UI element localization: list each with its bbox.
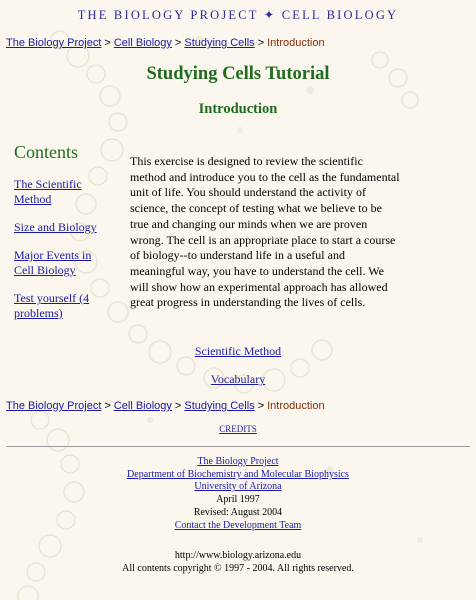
contents-link-scientific-method[interactable]: The Scientific Method <box>14 177 82 206</box>
footer-university-link[interactable]: University of Arizona <box>194 481 282 493</box>
breadcrumb-separator: > <box>174 37 182 49</box>
breadcrumb-current: Introduction <box>267 37 325 49</box>
footer-date: April 1997 <box>216 494 260 506</box>
footer-url: http://www.biology.arizona.edu <box>174 550 302 562</box>
vocabulary-link[interactable]: Vocabulary <box>210 372 266 386</box>
scientific-method-row <box>0 344 476 359</box>
breadcrumb-biology-project[interactable]: The Biology Project <box>6 37 102 49</box>
scientific-method-link[interactable]: Scientific Method <box>194 344 282 358</box>
breadcrumb <box>6 37 325 49</box>
breadcrumb-separator: > <box>174 400 182 412</box>
breadcrumb-biology-project[interactable]: The Biology Project <box>6 400 102 412</box>
footer-revised: Revised: August 2004 <box>193 506 283 518</box>
footer-copyright: All contents copyright © 1997 - 2004. All rights reserved. <box>122 562 354 574</box>
footer-divider <box>6 446 470 447</box>
breadcrumb-separator: > <box>104 400 111 412</box>
page-title: Studying Cells Tutorial <box>146 64 330 84</box>
contents-link-size-and-biology[interactable]: Size and Biology <box>14 220 97 234</box>
footer <box>0 456 476 576</box>
contents-heading: Contents <box>14 142 79 162</box>
site-banner: THE BIOLOGY PROJECT ✦ CELL BIOLOGY <box>77 8 399 22</box>
breadcrumb-studying-cells[interactable]: Studying Cells <box>184 37 255 49</box>
footer-department-link[interactable]: Department of Biochemistry and Molecular Biophysics <box>127 468 349 480</box>
contents-list <box>14 177 114 334</box>
credits-row <box>0 424 476 434</box>
footer-contact-link[interactable]: Contact the Development Team <box>174 519 302 531</box>
contents-link-test-yourself[interactable]: Test yourself (4 problems) <box>14 291 90 320</box>
breadcrumb-separator: > <box>257 37 265 49</box>
breadcrumb-studying-cells[interactable]: Studying Cells <box>184 400 255 412</box>
vocabulary-row <box>0 372 476 387</box>
breadcrumb-cell-biology[interactable]: Cell Biology <box>113 37 172 49</box>
breadcrumb-separator: > <box>104 37 111 49</box>
breadcrumb-separator: > <box>257 400 265 412</box>
breadcrumb-bottom <box>6 400 325 412</box>
credits-link[interactable]: CREDITS <box>219 424 257 434</box>
breadcrumb-cell-biology[interactable]: Cell Biology <box>113 400 172 412</box>
contents-link-major-events[interactable]: Major Events in Cell Biology <box>14 248 92 277</box>
page-subtitle: Introduction <box>198 101 278 117</box>
intro-paragraph: This exercise is designed to review the scientific method and introduce you to the cell as the fundamental unit of life. You should understand the activity of science, the concept of testing what we believe to be true and changing our minds when we are proven wrong. The cell is an appropriate place to start a course of biology--to understand life in a useful and meaningful way, you have to understand the cell. We will show how an experimental approach has allowed great progress in understanding the lives of cells. <box>130 154 400 310</box>
breadcrumb-current: Introduction <box>267 400 325 412</box>
footer-project-link[interactable]: The Biology Project <box>197 456 279 467</box>
